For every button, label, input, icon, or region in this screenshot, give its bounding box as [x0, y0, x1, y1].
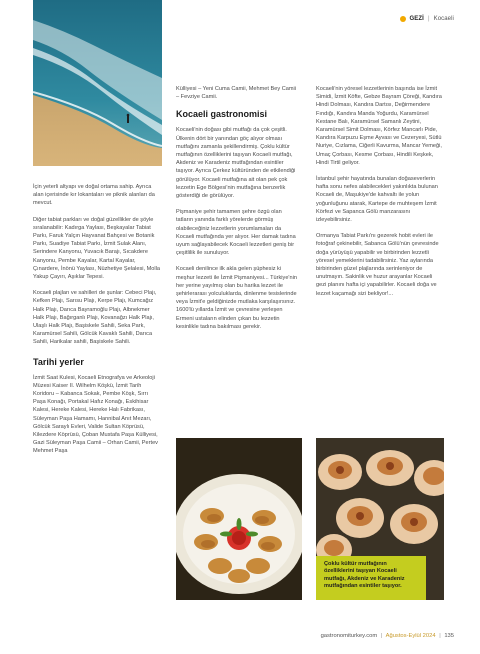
page-number: 135 — [444, 633, 454, 639]
section-label: GEZİ — [409, 16, 424, 22]
column-middle — [176, 85, 300, 339]
page-footer — [321, 633, 454, 639]
paragraph: Pişmaniye şehir tamamen şehre özgü olan tatların yanında farklı yörelerde görmüş olabileceğiniz lezzetlerin yorumlamaları da Kocaeli mutfağında yer alıyor. Her damak tadına uyum sağlayabilecek Kocaeli lezzetleri geniş bir çeşitlilik ile sunuluyor. — [176, 209, 296, 257]
heading-gastronomy: Kocaeli gastronomisi — [176, 109, 268, 120]
paragraph: Külliyesi – Yeni Cuma Camii, Mehmet Bey Camii – Fevziye Camii. — [176, 86, 296, 101]
section-dot-icon — [400, 16, 406, 22]
paragraph: İçin yeterli altyapı ve doğal ortama sahip. Ayrıca alan içerisinde kır lokantaları ve piknik alanları da mevcut. — [33, 184, 155, 207]
subsection-label: Kocaeli — [433, 16, 454, 22]
footer-issue: Ağustos-Eylül 2024 — [385, 633, 436, 639]
paragraph: Ormanya Tabiat Parkı'nı gezerek hobit evleri ile fotoğraf çekinebilir, Sabanca Gölü'nün çevresinde doğa yürüyüşü yapabilir ve birbirinden lezzetli yöresel yemeklerini tadabilirsiniz. Yaz aylarında birbirinden güzel plajlarında serinleniyor de unutmayın. Sakinlik ve huzur arayanlar Kocaeli gezi planını hafta içi yapabilirler. Kocaeli doğa ve lezzet kaçamağı sizi bekliyor!... — [316, 233, 439, 297]
paragraph: Diğer tabiat parkları ve doğal güzellikler de şöyle sıralanabilir: Kadırga Yaylası, Beşkayalar Tabiat Parkı, Faruk Yalçın Hayvanat Bahçesi ve Botanik Parkı, Suadiye Tabiat Parkı, İzmit Sulak Alanı, Serindere Kanyonu, Yuvacık Barajı, Sıcakdere Kanyonu, Pembe Kayalar, Kartal Kayalar, Çınardere, İnönü Yaylası, Nüzhetiye Şelalesi, Molla Yakup Çayırı, Aşıklar Tepesi. — [33, 216, 160, 281]
paragraph: Kocaeli denilince ilk akla gelen şüphesiz ki meşhur lezzeti ile İzmit Pişmaniyesi... Türkiye'nin her yerine yayılmış olan bu harika lezzet ile şehirlerarası yolculuklarda, dinlenme tesislerinde veya İzmit'e geldiğinizde mutlaka karşılaşırsınız. 1600'lü yıllarda İzmit ve çevresine yerleşen Ermeni ustaların elinden çıkan bu lezzetin kesinlikle tadına bakılması gerekir. — [176, 266, 297, 330]
column-right — [316, 85, 444, 306]
photo-caption: Çoklu kültür mutfağının özelliklerini taşıyan Kocaeli mutfağı, Akdeniz ve Karadeniz mutfağından esintiler taşıyor. — [316, 556, 426, 600]
section-header — [400, 16, 454, 22]
column-left — [33, 183, 161, 464]
paragraph: İzmit Saat Kulesi, Kocaeli Etnografya ve Arkeoloji Müzesi Kaiser II. Wilhelm Köşkü, İzmit Tarih Koridoru – Kabanca Sokak, Pembe Köşk, Sırrı Paşa Konağı, Portakal Hafız Konağı, Eskihisar Kalesi, Hereke Kalesi, Hereke Halı Fabrikası, Süleyman Paşa Hamamı, Hannibal Anıt Mezarı, Gölcük Saraylı Evleri, Valide Sultan Köprüsü, Kilezdere Köprüsü, Çoban Mustafa Paşa Külliyesi, Gazi Süleyman Paşa Camii – Orhan Camii, Pertev Mehmet Paşa — [33, 374, 158, 455]
beach-photo — [33, 0, 162, 166]
footer-site: gastronomiturkey.com — [320, 633, 378, 639]
footer-separator: | — [439, 633, 441, 639]
heading-historic-places: Tarihi yerler — [33, 356, 84, 367]
paragraph: Kocaeli plajları ve sahilleri de şunlar: Cebeci Plajı, Kefken Plajı, Sarısu Plajı, Kerpe Plajı, Kumcağız Halk Plajı, Darıca Bayramoğlu Plajı, Albnekmer Halk Plajı, Bağırganlı Plajı, Kovanağzı Halk Plajı, Ulaşlı Halk Plajı, Başiskele Sahili, Seka Park, Karamürsel Sahili, Gölcük Kavaklı Sahili, Darıca Sahili, Harikalar sahili, Başiskele Sahili. — [33, 290, 157, 346]
paragraph: İstanbul şehir hayatında bunalan doğaseverlerin hafta sonu nefes alabilecekleri yakınlıkta bulunan Kocaeli de, Maşukiye'de kahvaltı ile yolun yoğunluğunu atarak, Kartepe de muhteşem İzmit Körfezi ve Sapanca Gölü manzarasını izleyebilirsiniz. — [316, 176, 438, 224]
paragraph: Kocaeli'nin yöresel lezzetlerinin başında ise İzmit Simidi, İzmit Köfte, Gebze Bayram Çöreği, Kandıra Hindi Dolması, Kandıra Dartısı, Değirmendere Fındığı, Kandıra Manda Yoğurdu, Karamürsel Kestane Balı, Karamürsel Samanlı Zeytini, Karamürsel Simit Dolması, Körfez Mancarlı Pide, Kandıra Karpuzu Eşme Ayvası ve Cezeryesi, Sütlü Nuriye, Cızlama, Ciğerli Kavurma, Mancar Yemeği, Umaç Çorbası, Kesme Çorbası, Hindili Keşkek, Hindi Tirtil geliyor. — [316, 86, 442, 166]
header-separator: | — [427, 16, 430, 22]
paragraph: Kocaeli'nin doğası gibi mutfağı da çok çeşitli. Ülkenin dört bir yanından göç alıyor olması mutfağını zamanla şekillendirmiş. Çoklu kültür mutfağının özelliklerini taşıyan Kocaeli mutfağı, Akdeniz ve Karadeniz mutfağından esintiler taşıyor. Ayrıca Çerkez kültüründen de etkilendiği görülüyor. Kocaeli mutfağına ait olan pek çok lezzetin Ege Bölgesi'nin mutfağına benzerlik gösterdiği de görülüyor. — [176, 127, 296, 200]
footer-separator: | — [380, 633, 383, 639]
food-photo-platter — [176, 438, 302, 600]
